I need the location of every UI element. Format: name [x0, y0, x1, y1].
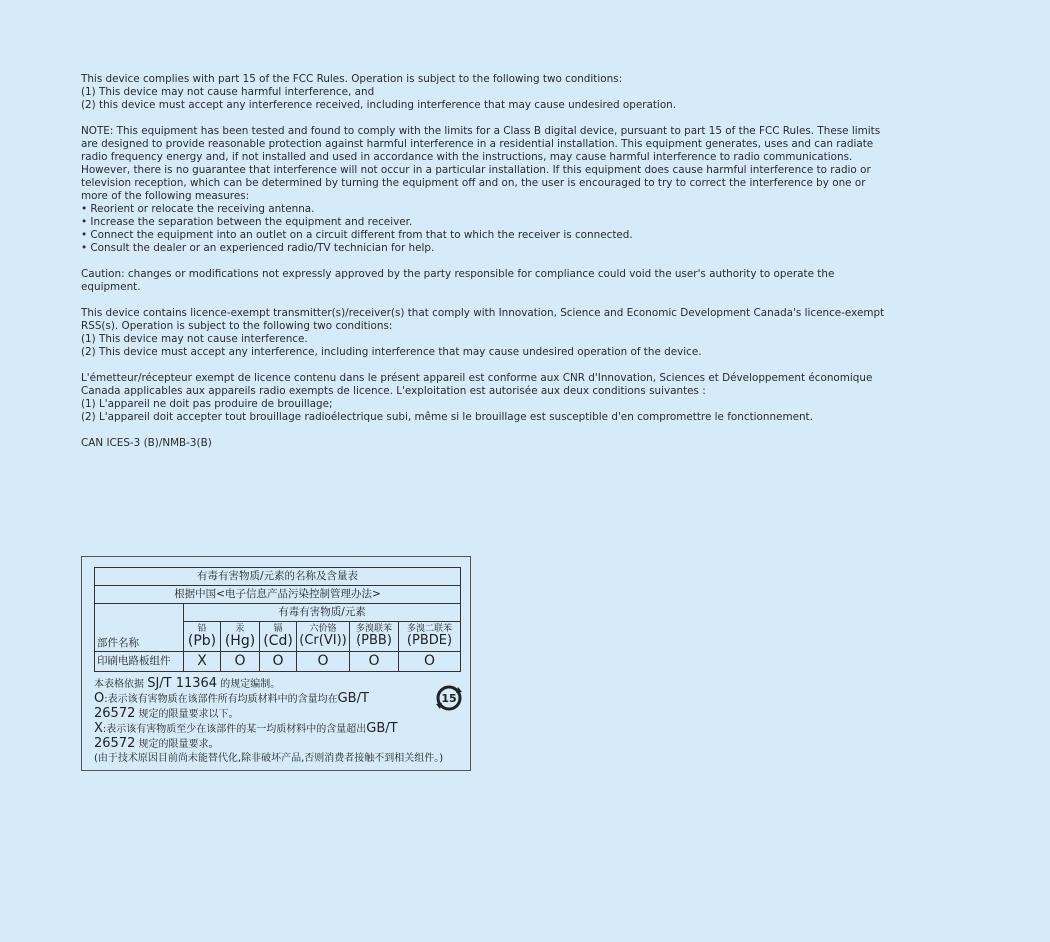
- caution-statement: [81, 268, 961, 294]
- substance-cn: 多溴联苯: [355, 624, 392, 634]
- substance-symbol: (Cr(VI)): [299, 633, 347, 648]
- ised-fr-line: (2) L'appareil doit accepter tout brouillage radioélectrique subi, même si le brouillage est susceptible d'en compromettre le fonctionnement.: [81, 411, 813, 423]
- rohs-note-line: [94, 692, 464, 707]
- substance-symbol: (Pb): [187, 632, 217, 649]
- note-line: more of the following measures:: [81, 190, 250, 202]
- substance-header-pbb: [350, 622, 399, 652]
- note-post: 的规定编制。: [217, 679, 281, 690]
- fcc-line: This device complies with part 15 of the FCC Rules. Operation is subject to the following two conditions:: [81, 73, 623, 85]
- substance-group-header: 有毒有害物质/元素: [184, 604, 461, 622]
- fcc-line: (1) This device may not cause harmful interference, and: [81, 86, 375, 98]
- fcc-line: (2) this device must accept any interference received, including interference that may cause undesired operation.: [81, 99, 677, 111]
- part-name-cell: 印刷电路板组件: [95, 652, 184, 672]
- note-bullet: • Reorient or relocate the receiving antenna.: [81, 203, 315, 215]
- note-line: However, there is no guarantee that interference will not occur in a particular installation. If this equipment does cause harmful interference to radio or: [81, 164, 871, 176]
- substance-header-pbde: [399, 622, 461, 652]
- epup-number: 15: [441, 692, 457, 705]
- ised-french: [81, 372, 961, 424]
- symbol-o: O: [94, 691, 105, 706]
- value-cell-cd: O: [260, 652, 297, 672]
- rohs-notes: [94, 677, 464, 766]
- note-line: radio frequency energy and, if not installed and used in accordance with the instructions, may cause harmful interference to radio communications.: [81, 151, 853, 163]
- substance-header-hg: [221, 622, 260, 652]
- rohs-note-line: [94, 707, 464, 722]
- ices-line: CAN ICES-3 (B)/NMB-3(B): [81, 437, 212, 449]
- substance-cn: 铅: [197, 623, 207, 634]
- note-post: 规定的限量要求。: [135, 739, 219, 750]
- caution-line: equipment.: [81, 281, 141, 293]
- note-line: are designed to provide reasonable protection against harmful interference in a residential installation. This equipment generates, uses and can radiate: [81, 138, 874, 150]
- substance-symbol: (PBDE): [406, 633, 453, 648]
- ised-fr-line: (1) L'appareil ne doit pas produire de brouillage;: [81, 398, 333, 410]
- note-bullet: • Increase the separation between the equipment and receiver.: [81, 216, 413, 228]
- ised-fr-line: Canada applicables aux appareils radio exempts de licence. L'exploitation est autorisée aux deux conditions suivantes :: [81, 385, 706, 397]
- epup-15-icon: [434, 683, 464, 713]
- substance-cn: 六价铬: [309, 624, 337, 634]
- standard-number: GB/T: [337, 691, 369, 706]
- note-pre: :表示该有害物质至少在该部件的某一均质材料中的含量超出: [102, 724, 367, 735]
- note-bullet: • Consult the dealer or an experienced radio/TV technician for help.: [81, 242, 435, 254]
- value-cell-pb: X: [184, 652, 221, 672]
- fcc-statement: [81, 73, 961, 112]
- rohs-table: [94, 567, 461, 672]
- standard-number: SJ/T 11364: [147, 676, 218, 691]
- ised-en-line: This device contains licence-exempt transmitter(s)/receiver(s) that comply with Innovation, Science and Economic Development Canada's licence-exempt: [81, 307, 885, 319]
- ices-statement: [81, 437, 961, 450]
- caution-line: Caution: changes or modifications not expressly approved by the party responsible for compliance could void the user's authority to operate the: [81, 268, 835, 280]
- note-pre: (由于技术原因目前尚未能替代化,除非破坏产品,否则消费者接触不到相关组件。): [94, 753, 444, 764]
- substance-header-cd: [260, 622, 297, 652]
- substance-cn: 多溴二联苯: [406, 624, 452, 634]
- standard-number: GB/T: [366, 721, 398, 736]
- substance-cn: 镉: [273, 623, 283, 634]
- part-name-header: 部件名称: [95, 604, 184, 652]
- rohs-note-line: [94, 752, 464, 766]
- ised-fr-line: L'émetteur/récepteur exempt de licence contenu dans le présent appareil est conforme aux CNR d'Innovation, Sciences et Développement économique: [81, 372, 873, 384]
- substance-cn: 汞: [235, 623, 245, 634]
- value-cell-hg: O: [221, 652, 260, 672]
- ised-en-line: (2) This device must accept any interference, including interference that may cause undesired operation of the device.: [81, 346, 702, 358]
- standard-number: 26572: [94, 706, 136, 721]
- value-cell-pbb: O: [350, 652, 399, 672]
- substance-symbol: (Hg): [224, 632, 256, 649]
- value-cell-pbde: O: [399, 652, 461, 672]
- note-post: 规定的限量要求以下。: [135, 709, 239, 720]
- rohs-subtitle: 根据中国<电子信息产品污染控制管理办法>: [95, 586, 461, 604]
- note-pre: 本表格依据: [94, 679, 148, 690]
- standard-number: 26572: [94, 736, 136, 751]
- regulatory-text: [81, 73, 961, 463]
- note-bullet: • Connect the equipment into an outlet on a circuit different from that to which the receiver is connected.: [81, 229, 633, 241]
- substance-header-crvi: [297, 622, 350, 652]
- rohs-declaration: [81, 556, 471, 771]
- rohs-note-line: [94, 677, 464, 692]
- note-line: NOTE: This equipment has been tested and found to comply with the limits for a Class B digital device, pursuant to part 15 of the FCC Rules. These limits: [81, 125, 881, 137]
- note-pre: :表示该有害物质在该部件所有均质材料中的含量均在: [104, 694, 338, 705]
- substance-header-pb: [184, 622, 221, 652]
- fcc-note: [81, 125, 961, 255]
- ised-en-line: RSS(s). Operation is subject to the following two conditions:: [81, 320, 393, 332]
- ised-en-line: (1) This device may not cause interference.: [81, 333, 308, 345]
- symbol-x: X: [94, 721, 103, 736]
- ised-english: [81, 307, 961, 359]
- rohs-title: 有毒有害物质/元素的名称及含量表: [95, 568, 461, 586]
- substance-symbol: (PBB): [356, 633, 392, 648]
- rohs-note-line: [94, 737, 464, 752]
- rohs-note-line: [94, 722, 464, 737]
- value-cell-crvi: O: [297, 652, 350, 672]
- note-line: television reception, which can be determined by turning the equipment off and on, the user is encouraged to try to correct the interference by one or: [81, 177, 866, 189]
- substance-symbol: (Cd): [263, 632, 293, 649]
